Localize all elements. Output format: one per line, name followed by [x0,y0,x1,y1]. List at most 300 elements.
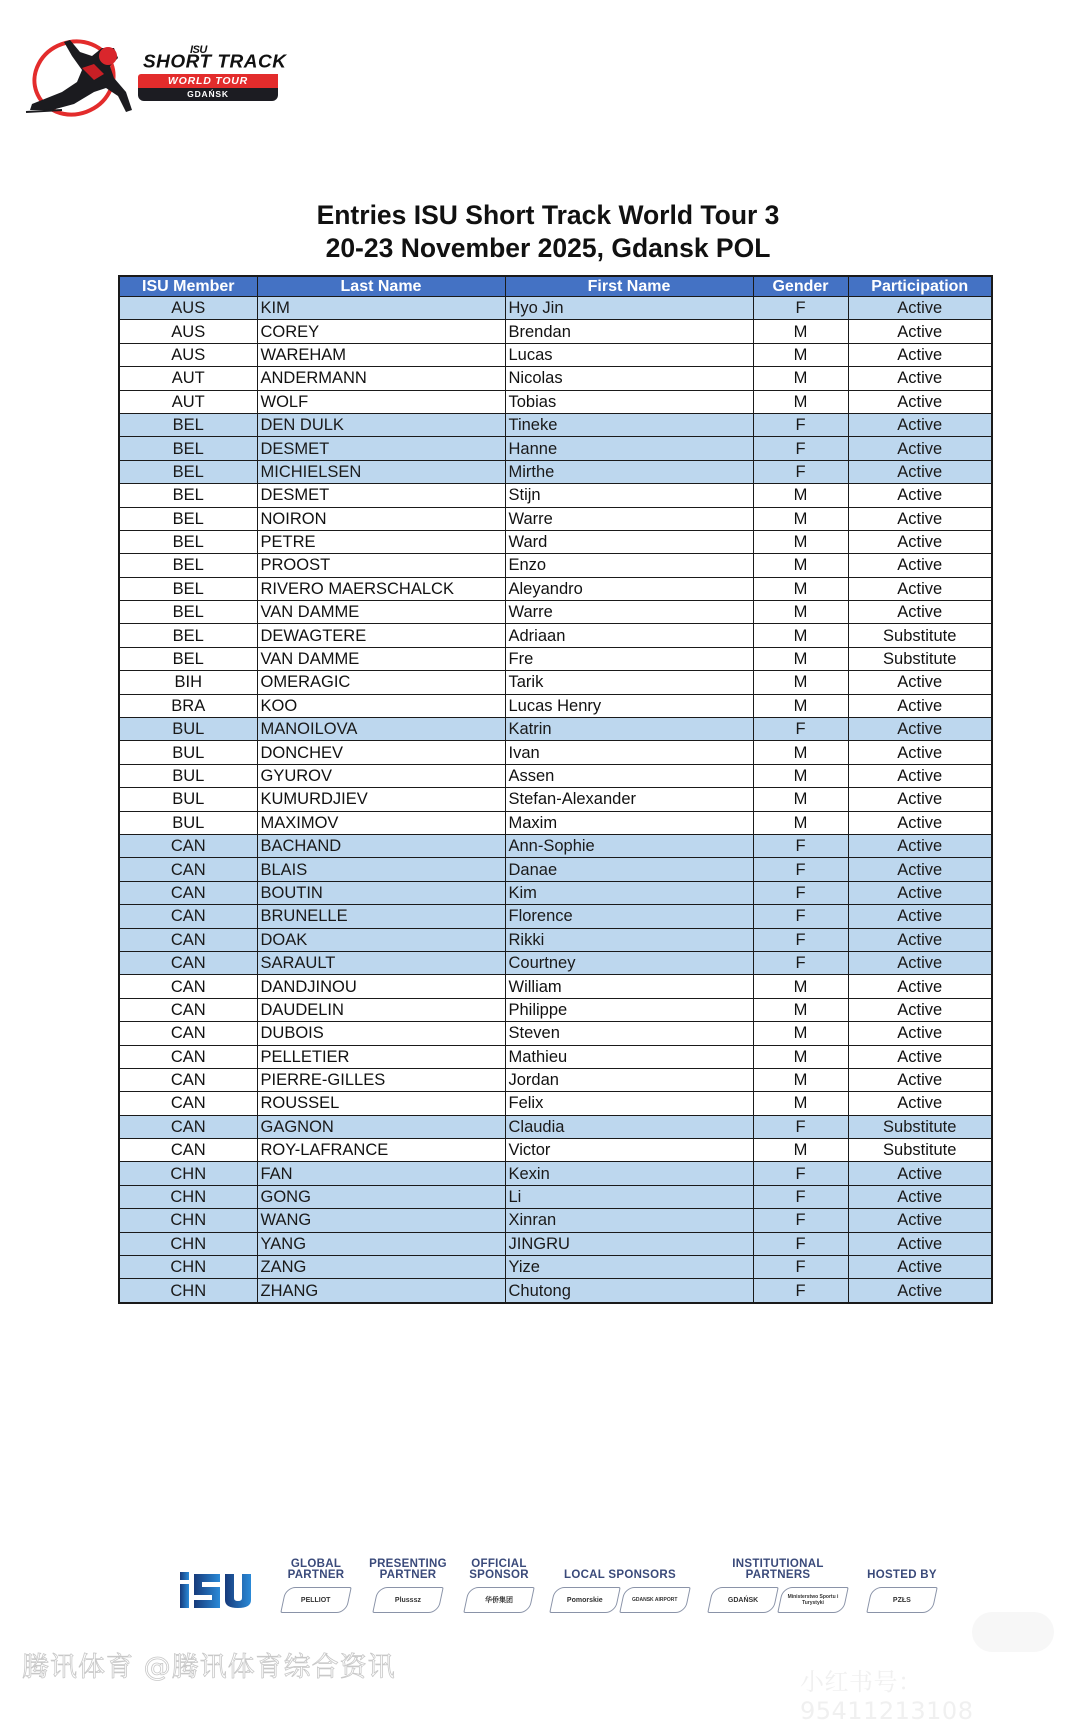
sponsor-group [547,1555,693,1613]
isu-member-cell: CAN [119,951,257,974]
gender-cell: M [753,507,848,530]
first-name-cell: Aleyandro [505,577,753,600]
table-row [119,1209,992,1232]
participation-cell: Active [848,1209,992,1232]
gender-cell: F [753,834,848,857]
first-name-cell: Jordan [505,1068,753,1091]
participation-cell: Active [848,1185,992,1208]
isu-member-cell: BUL [119,764,257,787]
sponsor-logo [280,1587,352,1613]
isu-member-cell: BEL [119,484,257,507]
table-row [119,624,992,647]
sponsor-group-label [459,1555,539,1581]
gender-cell: M [753,788,848,811]
last-name-cell: NOIRON [257,507,505,530]
last-name-cell: ROUSSEL [257,1092,505,1115]
participation-cell: Active [848,834,992,857]
participation-cell: Active [848,1045,992,1068]
participation-cell: Active [848,367,992,390]
gender-cell: F [753,951,848,974]
table-row [119,741,992,764]
gender-cell: F [753,1115,848,1138]
last-name-cell: KOO [257,694,505,717]
participation-cell: Active [848,811,992,834]
last-name-cell: BLAIS [257,858,505,881]
participation-cell: Active [848,951,992,974]
logo-subtitle: WORLD TOUR [138,74,278,88]
first-name-cell: Mathieu [505,1045,753,1068]
participation-cell: Active [848,1232,992,1255]
participation-cell: Active [848,390,992,413]
gender-cell: F [753,1162,848,1185]
isu-member-cell: CHN [119,1232,257,1255]
table-row [119,390,992,413]
isu-member-cell: CAN [119,1115,257,1138]
event-logo [22,34,292,118]
sponsor-logo-text: Ministerstwo Sportu i Turystyki [787,1594,839,1606]
gender-cell: M [753,554,848,577]
last-name-cell: WAREHAM [257,343,505,366]
table-row [119,905,992,928]
last-name-cell: DUBOIS [257,1022,505,1045]
sponsor-logo [463,1587,535,1613]
table-row [119,1092,992,1115]
last-name-cell: ZHANG [257,1279,505,1303]
sponsor-logo-text: Pomorskie [567,1596,603,1604]
last-name-cell: GAGNON [257,1115,505,1138]
participation-cell: Active [848,413,992,436]
first-name-cell: Philippe [505,998,753,1021]
first-name-cell: Hyo Jin [505,297,753,320]
table-row [119,437,992,460]
table-row [119,671,992,694]
column-header-participation: Participation [848,276,992,297]
isu-member-cell: BIH [119,671,257,694]
table-row [119,1115,992,1138]
gender-cell: F [753,1209,848,1232]
sponsor-group-label [368,1555,448,1581]
sponsor-label-line: HOSTED BY [867,1569,937,1581]
participation-cell: Active [848,530,992,553]
last-name-cell: SARAULT [257,951,505,974]
first-name-cell: Mirthe [505,460,753,483]
first-name-cell: Rikki [505,928,753,951]
gender-cell: F [753,928,848,951]
gender-cell: F [753,718,848,741]
participation-cell: Active [848,671,992,694]
first-name-cell: Tobias [505,390,753,413]
participation-cell: Active [848,601,992,624]
sponsor-group-label [705,1555,851,1581]
table-row [119,320,992,343]
isu-member-cell: AUT [119,367,257,390]
table-row [119,1279,992,1303]
participation-cell: Active [848,320,992,343]
last-name-cell: GONG [257,1185,505,1208]
isu-member-cell: CHN [119,1185,257,1208]
last-name-cell: COREY [257,320,505,343]
participation-cell: Active [848,1092,992,1115]
sponsor-group-label [276,1555,356,1581]
gender-cell: F [753,1232,848,1255]
first-name-cell: Florence [505,905,753,928]
gender-cell: M [753,390,848,413]
first-name-cell: Maxim [505,811,753,834]
gender-cell: F [753,1256,848,1279]
sponsor-logo-text: Plusssz [394,1596,422,1604]
table-row [119,601,992,624]
isu-member-cell: CHN [119,1256,257,1279]
last-name-cell: ROY-LAFRANCE [257,1139,505,1162]
isu-member-cell: CAN [119,928,257,951]
table-row [119,764,992,787]
last-name-cell: OMERAGIC [257,671,505,694]
first-name-cell: Warre [505,601,753,624]
sponsor-logo-text: 华侨集团 [485,1597,513,1604]
isu-member-cell: CHN [119,1209,257,1232]
isu-member-cell: BUL [119,718,257,741]
first-name-cell: Brendan [505,320,753,343]
isu-member-cell: CAN [119,1022,257,1045]
last-name-cell: WANG [257,1209,505,1232]
last-name-cell: MANOILOVA [257,718,505,741]
column-header-isu-member: ISU Member [119,276,257,297]
table-row [119,858,992,881]
first-name-cell: Li [505,1185,753,1208]
table-row [119,694,992,717]
last-name-cell: PETRE [257,530,505,553]
isu-member-cell: BEL [119,647,257,670]
table-row [119,881,992,904]
table-row [119,1045,992,1068]
participation-cell: Active [848,998,992,1021]
first-name-cell: Ivan [505,741,753,764]
last-name-cell: DEWAGTERE [257,624,505,647]
table-row [119,1022,992,1045]
table-row [119,507,992,530]
isu-member-cell: BEL [119,437,257,460]
table-row [119,577,992,600]
column-header-first-name: First Name [505,276,753,297]
participation-cell: Active [848,741,992,764]
sponsor-label-line: INSTITUTIONAL [732,1558,824,1570]
isu-member-cell: CAN [119,1092,257,1115]
participation-cell: Substitute [848,647,992,670]
last-name-cell: YANG [257,1232,505,1255]
first-name-cell: Assen [505,764,753,787]
first-name-cell: Nicolas [505,367,753,390]
first-name-cell: Steven [505,1022,753,1045]
participation-cell: Active [848,718,992,741]
first-name-cell: Hanne [505,437,753,460]
last-name-cell: DESMET [257,437,505,460]
participation-cell: Active [848,1068,992,1091]
last-name-cell: RIVERO MAERSCHALCK [257,577,505,600]
watermark-left: 腾讯体育 @腾讯体育综合资讯 [22,1652,396,1683]
first-name-cell: Yize [505,1256,753,1279]
gender-cell: F [753,881,848,904]
isu-member-cell: CHN [119,1279,257,1303]
first-name-cell: Claudia [505,1115,753,1138]
gender-cell: M [753,694,848,717]
sponsor-logo-text: GDANSK AIRPORT [632,1597,678,1603]
isu-member-cell: CAN [119,1068,257,1091]
sponsor-logo [777,1587,849,1613]
last-name-cell: ZANG [257,1256,505,1279]
last-name-cell: BACHAND [257,834,505,857]
participation-cell: Active [848,788,992,811]
participation-cell: Active [848,1256,992,1279]
first-name-cell: Ann-Sophie [505,834,753,857]
logo-isu-text: ISU [190,44,207,56]
table-row [119,647,992,670]
last-name-cell: DAUDELIN [257,998,505,1021]
last-name-cell: FAN [257,1162,505,1185]
gender-cell: F [753,905,848,928]
sponsor-logo-text: GDAŃSK [727,1596,759,1604]
participation-cell: Active [848,437,992,460]
participation-cell: Active [848,297,992,320]
table-row [119,413,992,436]
isu-member-cell: CAN [119,1139,257,1162]
gender-cell: M [753,367,848,390]
sponsor-group [368,1555,448,1613]
first-name-cell: Chutong [505,1279,753,1303]
isu-logo [180,1570,256,1610]
isu-member-cell: CAN [119,1045,257,1068]
last-name-cell: VAN DAMME [257,601,505,624]
logo-city: GDAŃSK [138,88,278,101]
isu-member-cell: AUS [119,297,257,320]
gender-cell: M [753,320,848,343]
isu-member-cell: CAN [119,881,257,904]
isu-member-cell: CHN [119,1162,257,1185]
last-name-cell: MAXIMOV [257,811,505,834]
gender-cell: M [753,1092,848,1115]
gender-cell: F [753,460,848,483]
sponsor-group [459,1555,539,1613]
first-name-cell: Warre [505,507,753,530]
isu-member-cell: AUS [119,343,257,366]
table-row [119,1068,992,1091]
participation-cell: Active [848,1022,992,1045]
isu-member-cell: BEL [119,624,257,647]
first-name-cell: Xinran [505,1209,753,1232]
first-name-cell: Lucas [505,343,753,366]
gender-cell: F [753,1185,848,1208]
last-name-cell: DESMET [257,484,505,507]
first-name-cell: Adriaan [505,624,753,647]
svg-text:ISU: ISU [180,1570,182,1571]
table-row [119,1139,992,1162]
gender-cell: M [753,624,848,647]
isu-member-cell: BEL [119,530,257,553]
last-name-cell: ANDERMANN [257,367,505,390]
sponsor-group-label [547,1555,693,1581]
gender-cell: M [753,647,848,670]
table-row [119,811,992,834]
last-name-cell: KIM [257,297,505,320]
logo-title: SHORT TRACK [143,52,287,73]
column-header-gender: Gender [753,276,848,297]
participation-cell: Active [848,764,992,787]
participation-cell: Active [848,694,992,717]
last-name-cell: WOLF [257,390,505,413]
watermark-right: 小红书号：9541121310​8 [800,1668,974,1725]
sponsor-logo-text: PZŁS [893,1596,911,1604]
last-name-cell: DANDJINOU [257,975,505,998]
first-name-cell: JINGRU [505,1232,753,1255]
sponsor-group [276,1555,356,1613]
gender-cell: M [753,1068,848,1091]
table-row [119,975,992,998]
table-row [119,297,992,320]
last-name-cell: PIERRE-GILLES [257,1068,505,1091]
isu-member-cell: BEL [119,577,257,600]
first-name-cell: Kexin [505,1162,753,1185]
gender-cell: M [753,484,848,507]
sponsor-group [862,1555,942,1613]
first-name-cell: Courtney [505,951,753,974]
isu-member-cell: BUL [119,811,257,834]
document-subtitle: 20-23 November 2025, Gdansk POL [325,233,771,263]
sponsor-label-line: SPONSOR [469,1569,529,1581]
sponsor-label-line: PRESENTING [369,1558,447,1570]
first-name-cell: Ward [505,530,753,553]
entries-table [118,275,993,1304]
isu-member-cell: CAN [119,975,257,998]
first-name-cell: Kim [505,881,753,904]
gender-cell: F [753,858,848,881]
last-name-cell: PELLETIER [257,1045,505,1068]
participation-cell: Active [848,928,992,951]
sponsor-logo [549,1587,621,1613]
isu-member-cell: BEL [119,554,257,577]
last-name-cell: BOUTIN [257,881,505,904]
first-name-cell: Katrin [505,718,753,741]
gender-cell: F [753,413,848,436]
participation-cell: Substitute [848,624,992,647]
gender-cell: M [753,811,848,834]
sponsor-label-line: PARTNER [287,1569,345,1581]
participation-cell: Active [848,554,992,577]
gender-cell: M [753,530,848,553]
sponsor-label-line: PARTNERS [745,1569,811,1581]
sponsor-group [705,1555,851,1613]
participation-cell: Active [848,1279,992,1303]
table-row [119,951,992,974]
table-row [119,530,992,553]
last-name-cell: GYUROV [257,764,505,787]
gender-cell: M [753,577,848,600]
first-name-cell: Stefan-Alexander [505,788,753,811]
first-name-cell: Tarik [505,671,753,694]
column-header-last-name: Last Name [257,276,505,297]
sponsor-group-label [862,1555,942,1581]
table-row [119,998,992,1021]
first-name-cell: William [505,975,753,998]
gender-cell: M [753,343,848,366]
table-row [119,1256,992,1279]
first-name-cell: Lucas Henry [505,694,753,717]
table-row [119,367,992,390]
table-row [119,343,992,366]
participation-cell: Active [848,975,992,998]
participation-cell: Substitute [848,1139,992,1162]
last-name-cell: KUMURDJIEV [257,788,505,811]
participation-cell: Active [848,881,992,904]
sponsor-label-line: OFFICIAL [471,1558,527,1570]
participation-cell: Active [848,905,992,928]
gender-cell: M [753,764,848,787]
table-row [119,460,992,483]
first-name-cell: Felix [505,1092,753,1115]
table-row [119,554,992,577]
last-name-cell: VAN DAMME [257,647,505,670]
gender-cell: M [753,741,848,764]
gender-cell: F [753,437,848,460]
first-name-cell: Victor [505,1139,753,1162]
participation-cell: Substitute [848,1115,992,1138]
isu-member-cell: AUT [119,390,257,413]
skater-icon [22,34,142,118]
last-name-cell: DEN DULK [257,413,505,436]
first-name-cell: Tineke [505,413,753,436]
gender-cell: M [753,975,848,998]
watermark-badge [972,1612,1054,1652]
isu-member-cell: BRA [119,694,257,717]
sponsor-logo [707,1587,779,1613]
first-name-cell: Stijn [505,484,753,507]
table-row [119,1232,992,1255]
table-row [119,1185,992,1208]
isu-member-cell: BEL [119,460,257,483]
first-name-cell: Danae [505,858,753,881]
table-row [119,718,992,741]
table-row [119,484,992,507]
isu-member-cell: CAN [119,905,257,928]
table-row [119,1162,992,1185]
gender-cell: M [753,1139,848,1162]
gender-cell: M [753,1045,848,1068]
first-name-cell: Enzo [505,554,753,577]
participation-cell: Active [848,577,992,600]
table-row [119,788,992,811]
participation-cell: Active [848,460,992,483]
gender-cell: F [753,1279,848,1303]
document-title: Entries ISU Short Track World Tour 3 [316,200,780,230]
sponsor-label-line: PARTNER [379,1569,437,1581]
gender-cell: F [753,297,848,320]
table-row [119,928,992,951]
isu-member-cell: BEL [119,413,257,436]
first-name-cell: Fre [505,647,753,670]
participation-cell: Active [848,484,992,507]
isu-member-cell: BUL [119,741,257,764]
sponsor-logo [866,1587,938,1613]
gender-cell: M [753,998,848,1021]
last-name-cell: PROOST [257,554,505,577]
isu-member-cell: BEL [119,601,257,624]
last-name-cell: DONCHEV [257,741,505,764]
table-body [119,297,992,1303]
participation-cell: Active [848,343,992,366]
last-name-cell: MICHIELSEN [257,460,505,483]
participation-cell: Active [848,507,992,530]
sponsor-label-line: LOCAL SPONSORS [564,1569,676,1581]
isu-member-cell: AUS [119,320,257,343]
participation-cell: Active [848,858,992,881]
